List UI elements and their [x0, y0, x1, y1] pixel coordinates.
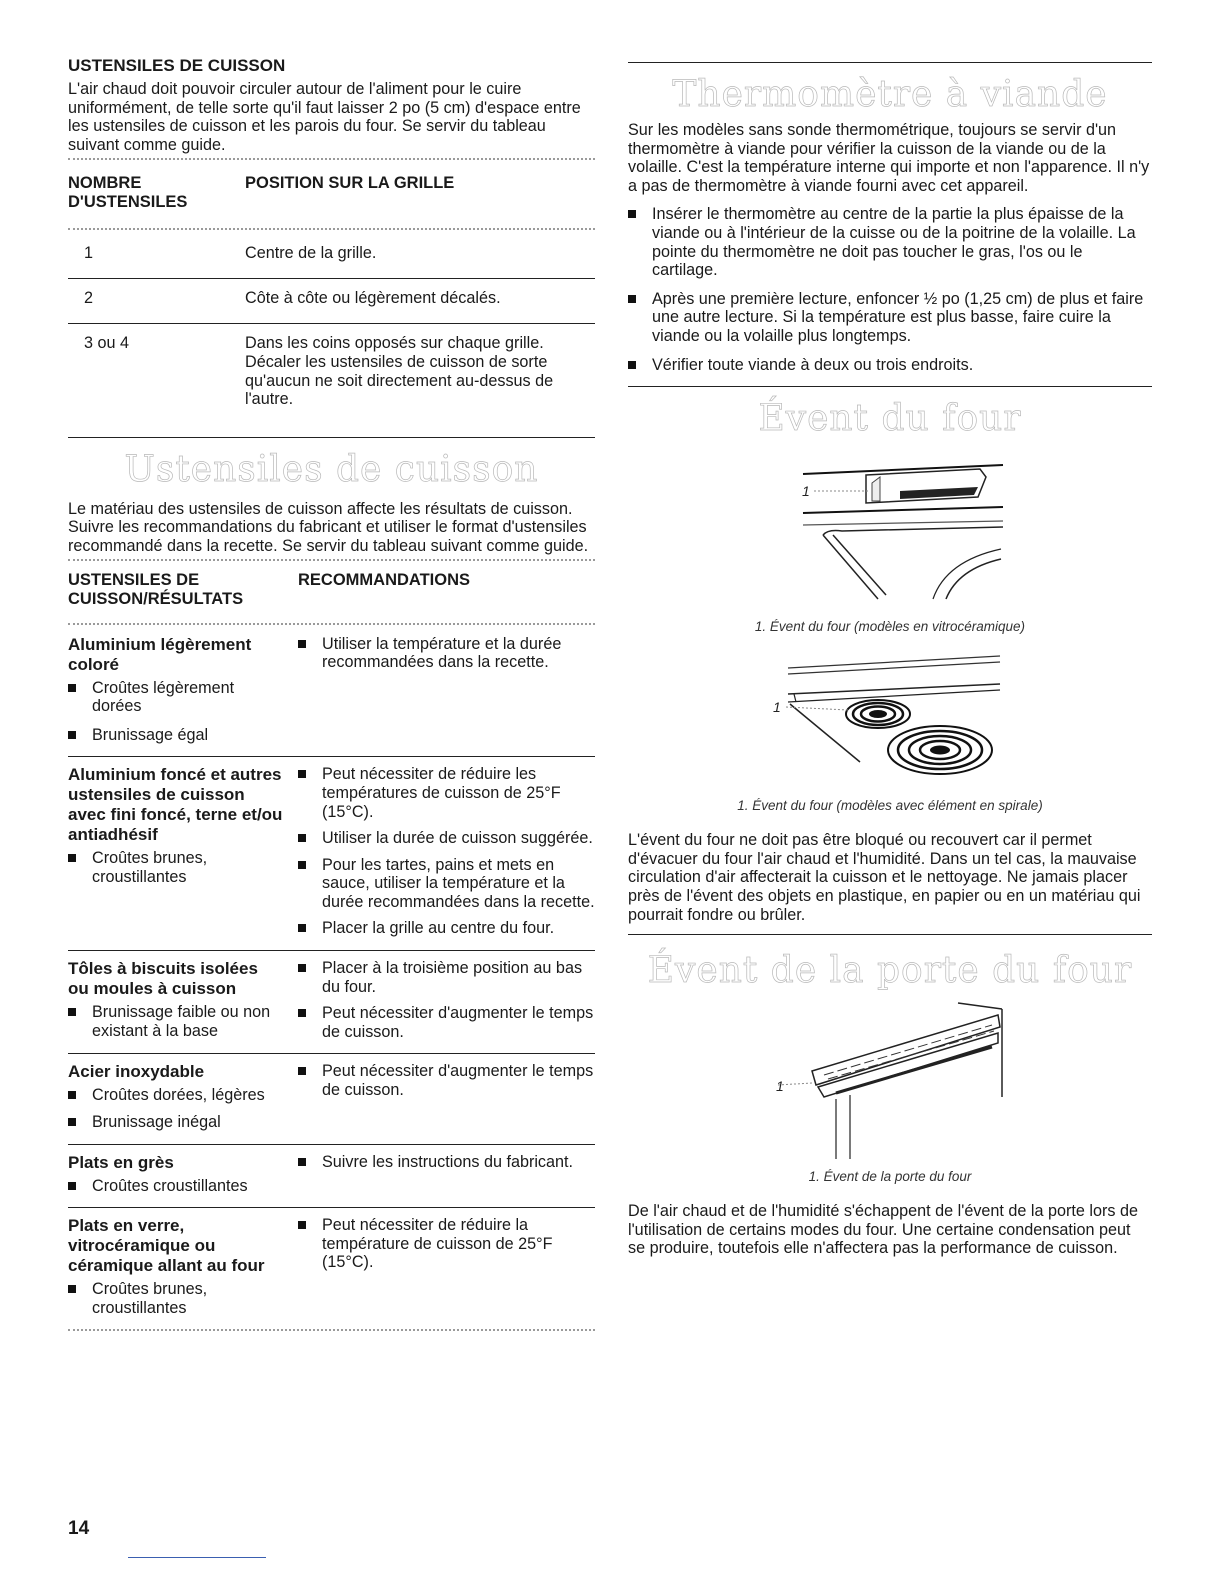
cookware-name: Aluminium foncé et autres ustensiles de cuisson avec fini foncé, terne et/ou antiadhésif — [68, 765, 283, 845]
section-rule — [68, 437, 595, 438]
cookware-table-intro: L'air chaud doit pouvoir circuler autour de l'aliment pour le cuire uniformément, de telle sorte qu'il faut laisser 2 po (5 cm) d'espace entre les ustensiles de cuisson et les parois du four. Se servir du tableau suivant comme guide. — [68, 80, 581, 154]
section-rule — [628, 62, 1152, 63]
cookware-name: Aluminium légèrement coloré — [68, 634, 252, 674]
divider — [68, 1329, 595, 1331]
recommendation-item: Placer la grille au centre du four. — [298, 919, 595, 938]
thermometer-section-title: Thermomètre à viande — [672, 74, 1108, 115]
cookware-name: Plats en grès — [68, 1152, 174, 1172]
divider — [68, 1207, 595, 1208]
section-rule — [628, 386, 1152, 387]
recommendation-item: Utiliser la durée de cuisson suggérée. — [298, 829, 595, 848]
figure-caption: 1. Évent de la porte du four — [808, 1169, 972, 1185]
door-vent-text: De l'air chaud et de l'humidité s'échappent de l'évent de la porte lors de l'utilisation de certains modes du four. Une certaine condensation peut se produire, toutefois elle n'affectera pas la performance de cuisson. — [628, 1202, 1138, 1258]
coil-element-small — [846, 700, 910, 728]
result-item: Brunissage inégal — [68, 1113, 283, 1132]
col-count-header-2: D'USTENSILES — [68, 193, 188, 212]
recommendation-item: Pour les tartes, pains et mets en sauce, utiliser la température et la durée recommandées dans la recette. — [298, 856, 595, 912]
recommendation-item: Utiliser la température et la durée recommandées dans la recette. — [298, 635, 595, 672]
thermometer-bullet: Insérer le thermomètre au centre de la partie la plus épaisse de la viande ou à l'intérieur de la cuisse ou de la poitrine de la volaille. La pointe du thermomètre ne doit pas toucher le gras, l'os ou le cartilage. — [628, 205, 1152, 279]
divider — [68, 623, 595, 625]
result-item: Croûtes croustillantes — [68, 1177, 283, 1196]
thermometer-bullet: Après une première lecture, enfoncer ½ po (1,25 cm) de plus et faire une autre lecture. Si la température est plus basse, faire cuire la viande ou la volaille plus longtemps. — [628, 290, 1152, 346]
callout-number: 1 — [802, 483, 810, 500]
table-row — [68, 334, 595, 408]
col-cookware-header-2: CUISSON/RÉSULTATS — [68, 589, 244, 608]
divider — [68, 1144, 595, 1145]
col-position-header: POSITION SUR LA GRILLE — [245, 174, 455, 193]
oven-vent-coil-illustration — [628, 644, 1152, 794]
cookware-name: Tôles à biscuits isolées ou moules à cuisson — [68, 959, 258, 999]
row-count: 3 ou 4 — [84, 334, 130, 353]
table-row — [68, 289, 595, 311]
recommendation-item: Peut nécessiter d'augmenter le temps de cuisson. — [298, 1004, 595, 1041]
recommendation-item: Peut nécessiter d'augmenter le temps de cuisson. — [298, 1062, 595, 1099]
table-row — [68, 765, 595, 938]
figure-caption: 1. Évent du four (modèles en vitrocéramique) — [754, 619, 1026, 635]
section-rule — [628, 934, 1152, 935]
table-row — [68, 1062, 595, 1131]
table-row — [68, 635, 595, 745]
vent-coil-drawing — [628, 644, 1152, 794]
oven-vent-section-title: Évent du four — [758, 398, 1022, 440]
divider — [68, 158, 595, 160]
row-position: Centre de la grille. — [245, 244, 377, 263]
table-header — [68, 174, 595, 212]
table-row — [68, 959, 595, 1041]
table-row — [68, 244, 595, 266]
footer-line — [128, 1557, 266, 1558]
divider — [68, 559, 595, 561]
row-position: Dans les coins opposés sur chaque grille. Décaler les ustensiles de cuisson de sorte qu'aucun ne soit directement au-dessus de l'autre. — [245, 334, 554, 409]
col-recommendations-header: RECOMMANDATIONS — [298, 570, 471, 589]
cookware-name: Plats en verre, vitrocéramique ou céramique allant au four — [68, 1216, 265, 1276]
callout-number: 1 — [776, 1078, 784, 1095]
cookware-section-intro: Le matériau des ustensiles de cuisson affecte les résultats de cuisson. Suivre les recommandations du fabricant et utiliser le format d'ustensiles recommandé dans la recette. Se servir du tableau suivant comme guide. — [68, 499, 589, 555]
row-count: 1 — [84, 244, 94, 263]
result-item: Croûtes brunes, croustillantes — [68, 1280, 283, 1317]
cookware-table-heading: USTENSILES DE CUISSON — [68, 56, 286, 75]
recommendation-item: Suivre les instructions du fabricant. — [298, 1153, 595, 1172]
table-row — [68, 1216, 595, 1317]
col-cookware-header: USTENSILES DE — [68, 570, 200, 589]
result-item: Croûtes légèrement dorées — [68, 679, 283, 716]
oven-vent-ceramic-illustration — [628, 449, 1152, 619]
result-item: Brunissage faible ou non existant à la base — [68, 1003, 283, 1040]
door-vent-drawing — [628, 999, 1152, 1159]
figure-caption: 1. Évent du four (modèles avec élément en spirale) — [737, 798, 1043, 814]
divider — [68, 756, 595, 757]
left-column — [68, 56, 595, 1331]
table-header — [68, 571, 595, 609]
row-position: Côte à côte ou légèrement décalés. — [245, 289, 501, 308]
result-item: Brunissage égal — [68, 726, 283, 745]
thermometer-intro: Sur les modèles sans sonde thermométrique, toujours se servir d'un thermomètre à viande pour vérifier la cuisson de la viande ou de la volaille. C'est la température interne qui importe et non l'apparence. Il n'y a pas de thermomètre à viande fourni avec cet appareil. — [628, 121, 1150, 195]
right-column — [628, 56, 1152, 1258]
coil-element-large — [888, 726, 992, 774]
divider — [68, 228, 595, 230]
thermometer-bullet: Vérifier toute viande à deux ou trois endroits. — [628, 356, 1152, 375]
row-count: 2 — [84, 289, 94, 308]
door-vent-illustration — [628, 999, 1152, 1159]
callout-number: 1 — [773, 699, 781, 716]
result-item: Croûtes dorées, légères — [68, 1086, 283, 1105]
door-vent-section-title: Évent de la porte du four — [647, 950, 1133, 992]
divider — [68, 278, 595, 279]
cookware-section-title: Ustensiles de cuisson — [124, 448, 539, 490]
recommendation-item: Placer à la troisième position au bas du four. — [298, 959, 595, 996]
recommendation-item: Peut nécessiter de réduire les températures de cuisson de 25°F (15°C). — [298, 765, 595, 821]
page-number: 14 — [68, 1518, 90, 1539]
divider — [68, 323, 595, 324]
divider — [68, 950, 595, 951]
oven-vent-text: L'évent du four ne doit pas être bloqué ou recouvert car il permet d'évacuer du four l'air chaud et l'humidité. Dans un tel cas, la mauvaise circulation d'air affecterait la cuisson et le nettoyage. Ne jamais placer près de l'évent des objets en plastique, en papier ou en un matériau qui pourrait fondre ou brûler. — [628, 831, 1141, 924]
result-item: Croûtes brunes, croustillantes — [68, 849, 283, 886]
divider — [68, 1053, 595, 1054]
table-row — [68, 1153, 595, 1196]
cookware-name: Acier inoxydable — [68, 1062, 205, 1082]
recommendation-item: Peut nécessiter de réduire la température de cuisson de 25°F (15°C). — [298, 1216, 595, 1272]
vent-ceramic-drawing — [628, 449, 1152, 619]
col-count-header: NOMBRE — [68, 174, 142, 193]
